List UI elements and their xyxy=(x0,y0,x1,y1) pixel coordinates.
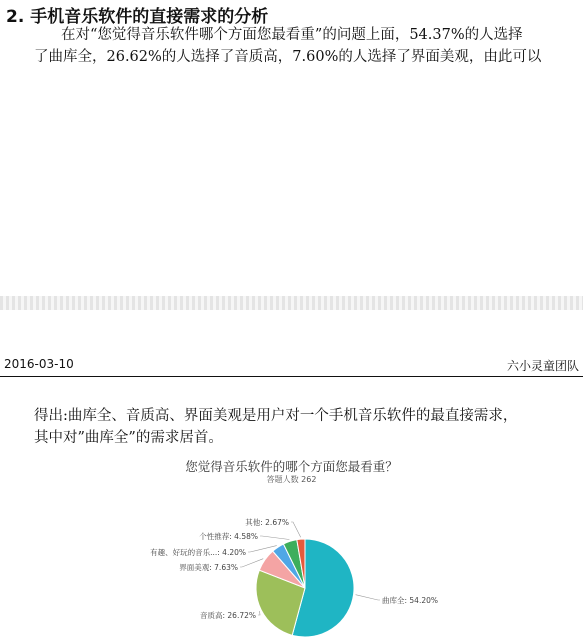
slice-label: 界面美观: 7.63% xyxy=(179,563,238,572)
slice-label: 个性推荐: 4.58% xyxy=(199,532,258,541)
page-break-divider xyxy=(0,296,583,310)
slice-leader-line xyxy=(260,536,289,540)
conclusion-line-1: 得出:曲库全、音质高、界面美观是用户对一个手机音乐软件的最直接需求， xyxy=(34,408,518,424)
pie-chart xyxy=(0,490,583,638)
slice-label: 有趣、好玩的音乐...: 4.20% xyxy=(150,548,246,557)
slice-leader-line xyxy=(240,559,263,567)
footer-date: 2016-03-10 xyxy=(4,357,74,371)
slice-label: 音质高: 26.72% xyxy=(199,611,256,620)
footer-team-name: 六小灵童团队 xyxy=(506,359,579,373)
slice-leader-line xyxy=(258,611,260,615)
slice-label: 其他: 2.67% xyxy=(245,518,289,527)
section-heading: 2. 手机音乐软件的直接需求的分析 xyxy=(6,7,269,27)
paragraph-line-1: 在对“您觉得音乐软件哪个方面您最看重”的问题上面，54.37%的人选择 xyxy=(61,27,523,43)
slice-leader-line xyxy=(356,595,380,600)
slice-leader-line xyxy=(291,522,301,537)
paragraph-line-2: 了曲库全，26.62%的人选择了音质高，7.60%的人选择了界面美观，由此可以 xyxy=(34,49,542,65)
slice-label: 曲库全: 54.20% xyxy=(382,596,439,605)
page-footer xyxy=(0,356,583,377)
chart-title: 您觉得音乐软件的哪个方面您最看重？ xyxy=(185,459,398,474)
chart-subtitle: 答题人数 262 xyxy=(266,475,317,484)
conclusion-line-2: 其中对”曲库全”的需求居首。 xyxy=(34,430,223,446)
